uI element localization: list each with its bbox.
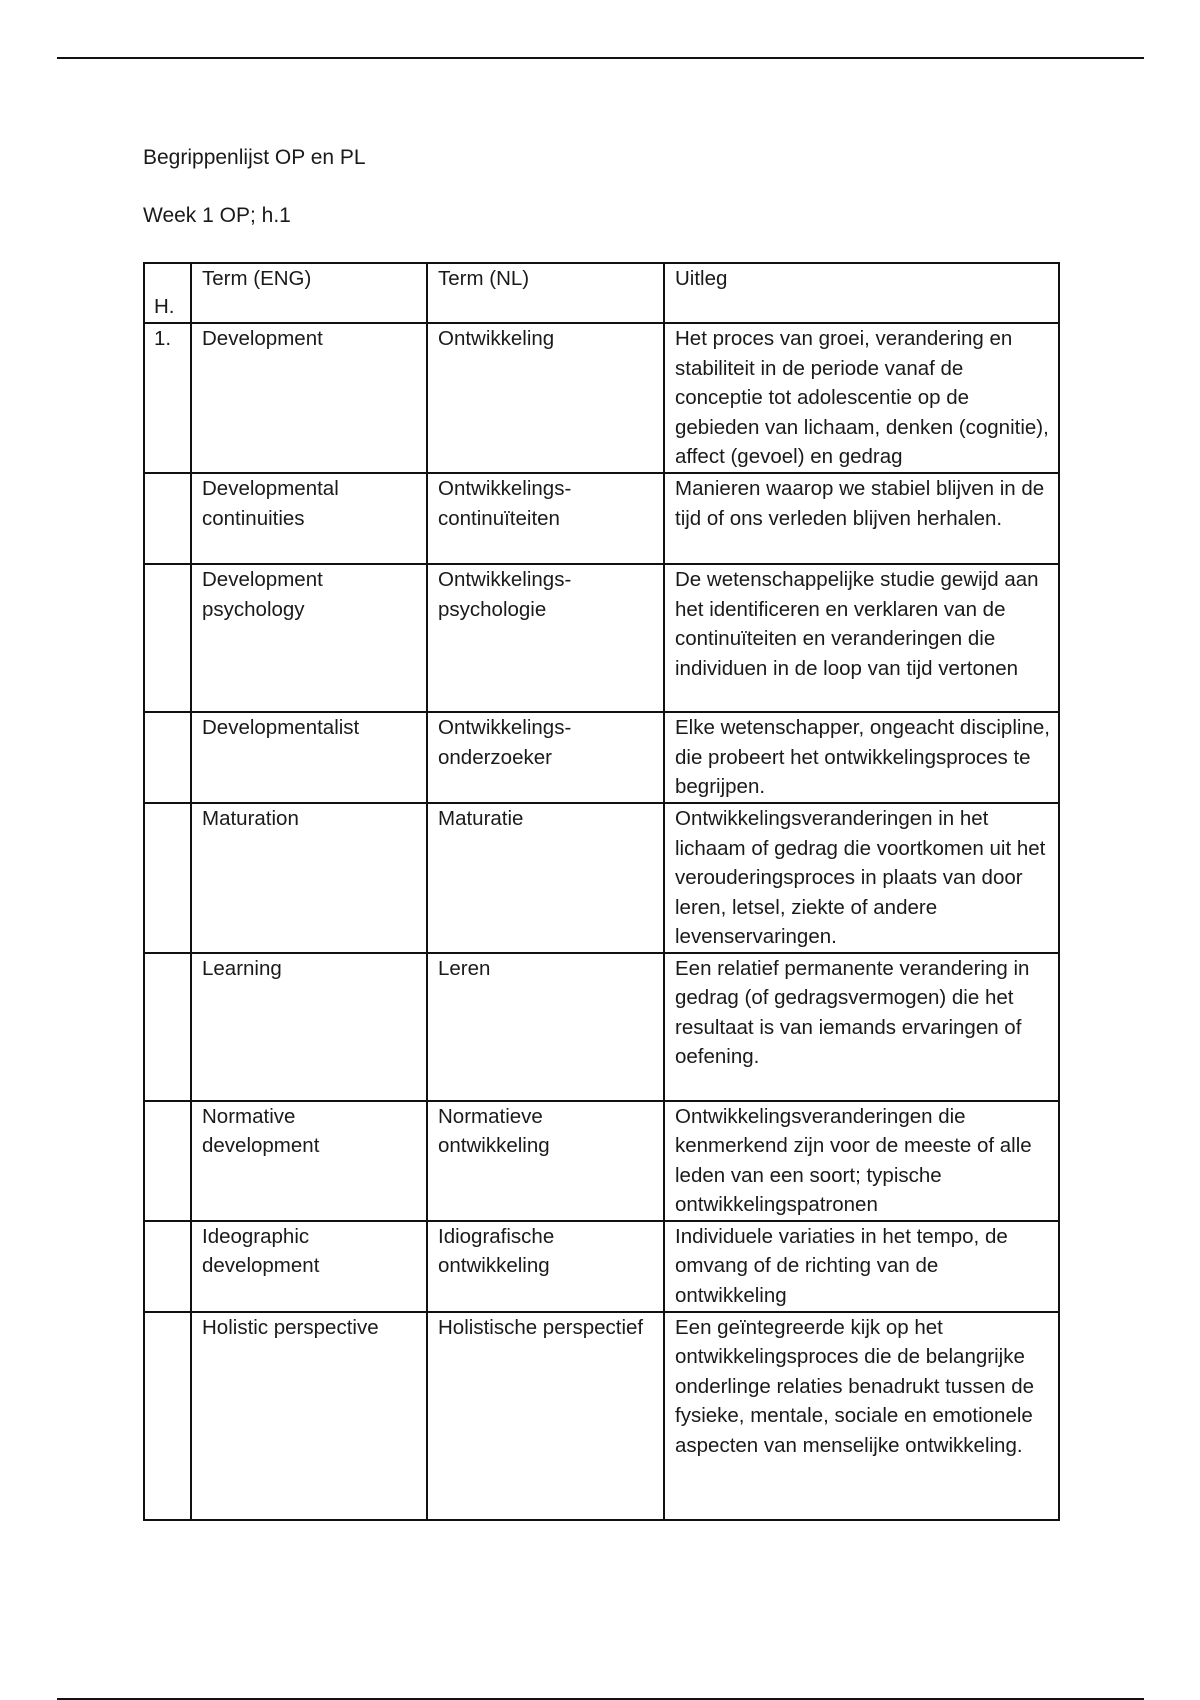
cell-chapter	[144, 803, 191, 953]
table-row	[144, 953, 1059, 1101]
cell-uitleg: Ontwikkelingsveranderingen die kenmerkend zijn voor de meeste of alle leden van een soort; typische ontwikkelingspatronen	[664, 1101, 1059, 1221]
header-term-eng: Term (ENG)	[191, 263, 427, 323]
cell-term-nl: Leren	[427, 953, 664, 1101]
cell-uitleg: Individuele variaties in het tempo, de omvang of de richting van de ontwikkeling	[664, 1221, 1059, 1312]
cell-term-nl: Idiografische ontwikkeling	[427, 1221, 664, 1312]
cell-term-nl: Ontwikkeling	[427, 323, 664, 473]
cell-chapter	[144, 953, 191, 1101]
cell-term-nl: Maturatie	[427, 803, 664, 953]
cell-term-eng: Development psychology	[191, 564, 427, 712]
table-row	[144, 1221, 1059, 1312]
cell-term-nl: Normatieve ontwikkeling	[427, 1101, 664, 1221]
cell-term-eng: Holistic perspective	[191, 1312, 427, 1520]
header-chapter: H.	[144, 263, 191, 323]
header-uitleg: Uitleg	[664, 263, 1059, 323]
cell-term-nl: Ontwikkelings-continuïteiten	[427, 473, 664, 564]
cell-term-eng: Development	[191, 323, 427, 473]
cell-term-nl: Ontwikkelings-psychologie	[427, 564, 664, 712]
cell-term-eng: Ideographic development	[191, 1221, 427, 1312]
table-row	[144, 1312, 1059, 1520]
document-subtitle: Week 1 OP; h.1	[143, 204, 291, 227]
table-row	[144, 712, 1059, 803]
cell-chapter	[144, 1101, 191, 1221]
cell-term-nl: Ontwikkelings-onderzoeker	[427, 712, 664, 803]
cell-uitleg: Elke wetenschapper, ongeacht discipline, die probeert het ontwikkelingsproces te begrijpen.	[664, 712, 1059, 803]
header-rule	[57, 57, 1144, 59]
cell-uitleg: Een geïntegreerde kijk op het ontwikkelingsproces die de belangrijke onderlinge relaties benadrukt tussen de fysieke, mentale, sociale en emotionele aspecten van menselijke ontwikkeling.	[664, 1312, 1059, 1520]
table-row	[144, 473, 1059, 564]
terms-table	[143, 262, 1060, 1521]
cell-chapter	[144, 1312, 191, 1520]
table-row	[144, 803, 1059, 953]
cell-term-eng: Learning	[191, 953, 427, 1101]
table-row	[144, 564, 1059, 712]
cell-term-eng: Developmental continuities	[191, 473, 427, 564]
cell-chapter	[144, 564, 191, 712]
header-term-nl: Term (NL)	[427, 263, 664, 323]
table-row	[144, 1101, 1059, 1221]
cell-term-eng: Normative development	[191, 1101, 427, 1221]
cell-uitleg: Ontwikkelingsveranderingen in het lichaam of gedrag die voortkomen uit het verouderingsproces in plaats van door leren, letsel, ziekte of andere levenservaringen.	[664, 803, 1059, 953]
cell-chapter	[144, 473, 191, 564]
table-row	[144, 323, 1059, 473]
cell-uitleg: Een relatief permanente verandering in gedrag (of gedragsvermogen) die het resultaat is van iemands ervaringen of oefening.	[664, 953, 1059, 1101]
cell-chapter: 1.	[144, 323, 191, 473]
cell-uitleg: Manieren waarop we stabiel blijven in de tijd of ons verleden blijven herhalen.	[664, 473, 1059, 564]
cell-uitleg: De wetenschappelijke studie gewijd aan het identificeren en verklaren van de continuïteiten en veranderingen die individuen in de loop van tijd vertonen	[664, 564, 1059, 712]
cell-uitleg: Het proces van groei, verandering en stabiliteit in de periode vanaf de conceptie tot adolescentie op de gebieden van lichaam, denken (cognitie), affect (gevoel) en gedrag	[664, 323, 1059, 473]
cell-term-eng: Developmentalist	[191, 712, 427, 803]
cell-term-eng: Maturation	[191, 803, 427, 953]
cell-term-nl: Holistische perspectief	[427, 1312, 664, 1520]
document-title: Begrippenlijst OP en PL	[143, 146, 366, 169]
table-header-row	[144, 263, 1059, 323]
cell-chapter	[144, 712, 191, 803]
cell-chapter	[144, 1221, 191, 1312]
